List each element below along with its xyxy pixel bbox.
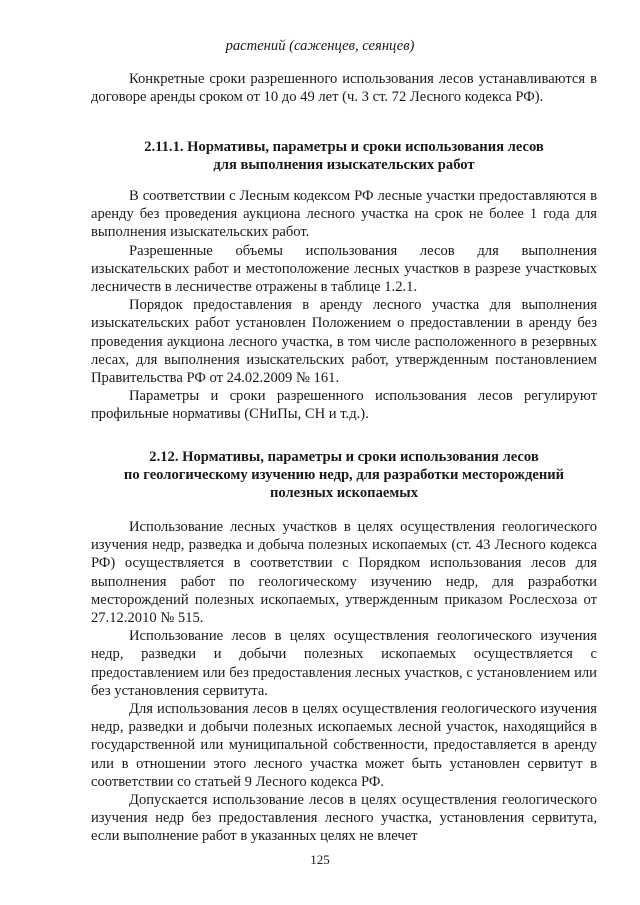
heading-2-11-1 bbox=[91, 138, 597, 174]
section-2-12-body bbox=[91, 518, 597, 846]
page-number: 125 bbox=[310, 852, 330, 867]
heading-2-12 bbox=[91, 448, 597, 503]
carryover-line: растений (саженцев, сеянцев) bbox=[225, 38, 415, 54]
paragraph: Разрешенные объемы использования лесов для выполнения изыскательских работ и местоположение лесных участков в разрезе участковых лесничеств в лесничестве отражены в таблице 1.2.1. bbox=[91, 242, 597, 296]
paragraph: Использование лесов в целях осуществления геологического изучения недр, разведки и добычи полезных ископаемых осуществляется с предоставлением или без предоставления лесных участков, с установлением или без установления сервитута. bbox=[91, 628, 597, 699]
section-2-11-1-body bbox=[91, 187, 597, 424]
heading-line: 2.12. Нормативы, параметры и сроки использования лесов bbox=[149, 449, 539, 465]
paragraph: В соответствии с Лесным кодексом РФ лесные участки предоставляются в аренду без проведения аукциона лесного участка на срок не более 1 года для выполнения изыскательских работ. bbox=[91, 188, 597, 241]
paragraph: Допускается использование лесов в целях осуществления геологического изучения недр без предоставления лесного участка, установления сервитута, если выполнение работ в указанных целях не влечет bbox=[91, 792, 597, 845]
intro-block bbox=[91, 70, 597, 106]
paragraph: Для использования лесов в целях осуществления геологического изучения недр, разведки и добычи полезных ископаемых лесной участок, находящийся в государственной или муниципальной собственности, предоставляется в аренду или в отношении этого лесного участка может быть установлен сервитут в соответствии со статьей 9 Лесного кодекса РФ. bbox=[91, 701, 597, 790]
paragraph: Использование лесных участков в целях осуществления геологического изучения недр, разведка и добыча полезных ископаемых (ст. 43 Лесного кодекса РФ) осуществляется в соответствии с Порядком использования лесов для выполнения работ по геологическому изучению недр, для разработки месторождений полезных ископаемых, утвержденным приказом Рослесхоза от 27.12.2010 № 515. bbox=[91, 519, 597, 627]
paragraph: Параметры и сроки разрешенного использования лесов регулируют профильные нормативы (СНиПы, СН и т.д.). bbox=[91, 388, 597, 423]
heading-line: 2.11.1. Нормативы, параметры и сроки использования лесов bbox=[144, 139, 544, 155]
paragraph-intro: Конкретные сроки разрешенного использования лесов устанавливаются в договоре аренды сроком от 10 до 49 лет (ч. 3 ст. 72 Лесного кодекса РФ). bbox=[91, 71, 597, 106]
heading-line: для выполнения изыскательских работ bbox=[213, 157, 475, 174]
heading-line: полезных ископаемых bbox=[269, 485, 418, 502]
heading-line: по геологическому изучению недр, для разработки месторождений bbox=[123, 467, 565, 484]
paragraph: Порядок предоставления в аренду лесного участка для выполнения изыскательских работ установлен Положением о предоставлении в аренду без проведения аукциона лесного участка, в том числе расположенного в резервных лесах, для выполнения изыскательских работ, утвержденным постановлением Правительства РФ от 24.02.2009 № 161. bbox=[91, 297, 597, 387]
